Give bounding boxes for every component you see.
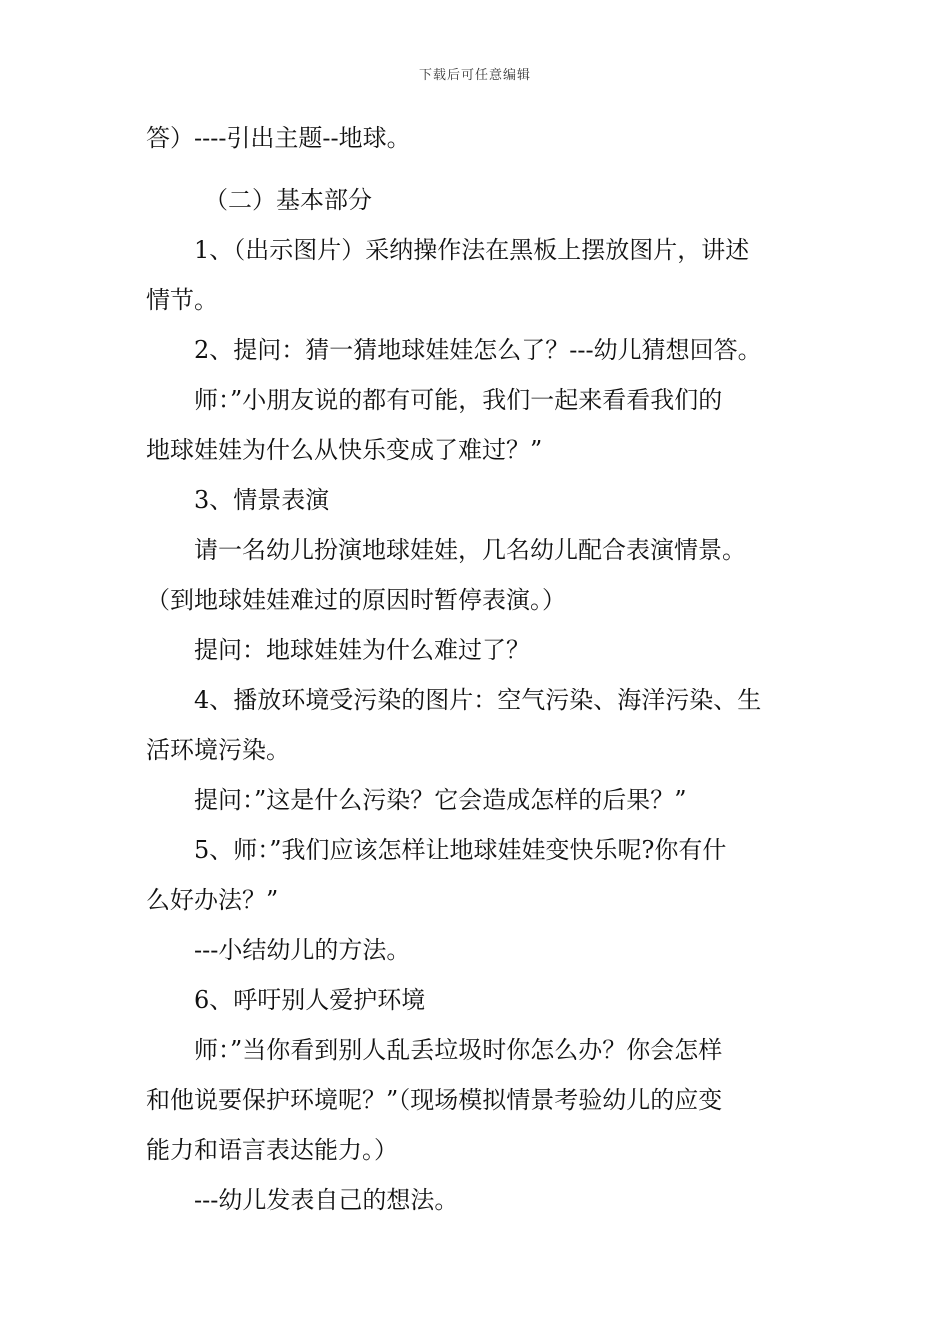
text-line: 4、播放环境受污染的图片：空气污染、海洋污染、生 [194,686,762,714]
text-line: 提问：”这是什么污染？它会造成怎样的后果？” [194,786,687,814]
text-line: （到地球娃娃难过的原因时暂停表演。） [146,586,566,614]
text-line: 活环境污染。 [146,736,290,764]
section-heading: （二）基本部分 [204,186,372,214]
text-line: 师：”小朋友说的都有可能，我们一起来看看我们的 [194,386,723,414]
text-line: 请一名幼儿扮演地球娃娃，几名幼儿配合表演情景。 [194,536,746,564]
text-line: 6、呼吁别人爱护环境 [194,986,426,1014]
text-line: 3、情景表演 [194,486,330,514]
text-line: 地球娃娃为什么从快乐变成了难过？” [146,436,543,464]
text-line: 1、（出示图片）采纳操作法在黑板上摆放图片，讲述 [194,236,750,264]
text-line: ---幼儿发表自己的想法。 [194,1186,459,1214]
text-line: 2、提问：猜一猜地球娃娃怎么了？---幼儿猜想回答。 [194,336,762,364]
text-line: 5、师：”我们应该怎样让地球娃娃变快乐呢?你有什 [194,836,727,864]
text-line: 么好办法？” [146,886,279,914]
text-line: ---小结幼儿的方法。 [194,936,411,964]
page-header: 下载后可任意编辑 [418,68,531,83]
text-line: 能力和语言表达能力。） [146,1136,398,1164]
text-line: 和他说要保护环境呢？”（现场模拟情景考验幼儿的应变 [146,1086,723,1114]
text-line: 师：”当你看到别人乱丢垃圾时你怎么办？你会怎样 [194,1036,723,1064]
text-line: 提问：地球娃娃为什么难过了？ [194,636,530,664]
text-line: 情节。 [146,286,218,314]
text-line: 答）----引出主题--地球。 [146,124,411,152]
